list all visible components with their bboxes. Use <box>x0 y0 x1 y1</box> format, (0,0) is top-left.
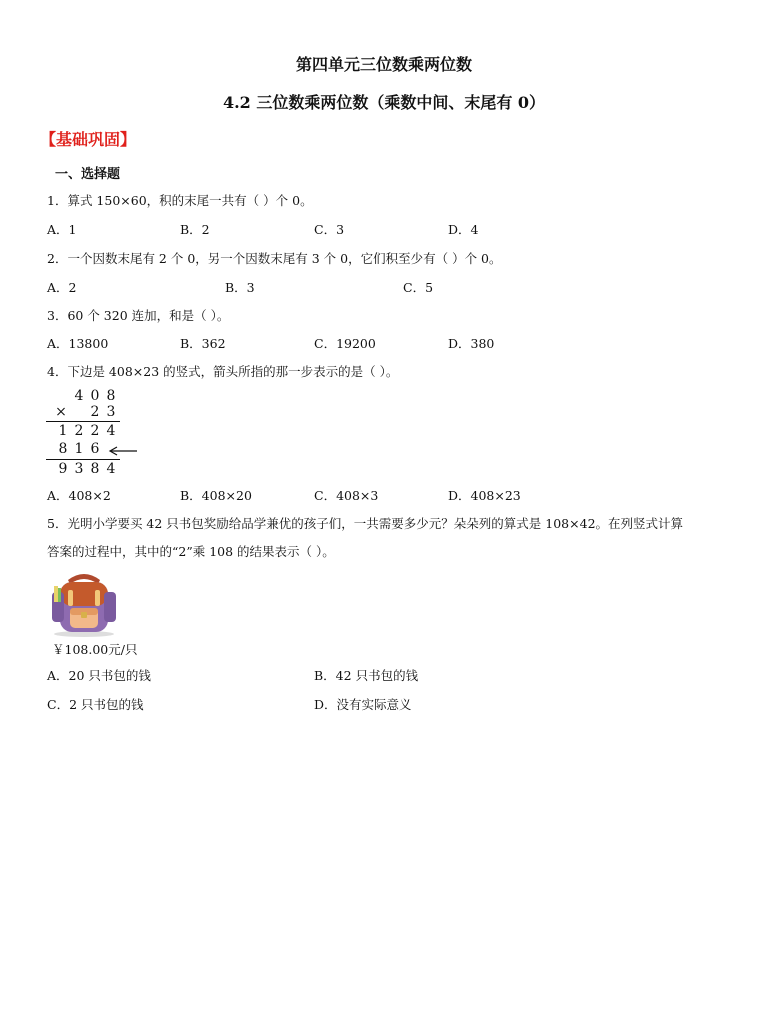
digit: 8 <box>90 461 100 477</box>
question-4-option-c[interactable]: C．408×3 <box>314 488 379 503</box>
digit: 9 <box>58 461 68 477</box>
digit: 2 <box>74 423 84 439</box>
digit: 1 <box>58 423 68 439</box>
question-5-option-c[interactable]: C．2 只书包的钱 <box>47 697 144 712</box>
question-1-option-d[interactable]: D．4 <box>448 222 479 237</box>
question-3-option-b[interactable]: B．362 <box>180 336 226 351</box>
question-1-option-c[interactable]: C．3 <box>314 222 345 237</box>
question-1-stem: 1．算式 150×60，积的末尾一共有（ ）个 0。 <box>47 193 313 208</box>
question-4-option-a[interactable]: A．408×2 <box>47 488 111 503</box>
arrow-left-icon <box>108 446 138 456</box>
question-2-stem: 2．一个因数末尾有 2 个 0，另一个因数末尾有 3 个 0，它们积至少有（ ）个 0。 <box>47 251 502 266</box>
question-3-option-a[interactable]: A．13800 <box>47 336 109 351</box>
question-3-stem: 3．60 个 320 连加，和是（ ）。 <box>47 308 230 323</box>
section-label: 【基础巩固】 <box>40 130 137 149</box>
question-5-option-a[interactable]: A．20 只书包的钱 <box>47 668 151 683</box>
digit: 1 <box>74 441 84 457</box>
question-1-option-a[interactable]: A．1 <box>47 222 77 237</box>
document-title: 第四单元三位数乘两位数 <box>295 55 472 74</box>
backpack-icon <box>48 568 120 638</box>
price-label: ￥108.00元/只 <box>52 642 138 657</box>
digit: 0 <box>90 388 100 404</box>
digit: 2 <box>90 423 100 439</box>
question-4-option-b[interactable]: B．408×20 <box>180 488 252 503</box>
vertical-rule-1 <box>46 421 120 422</box>
question-3-option-d[interactable]: D．380 <box>448 336 495 351</box>
document-subtitle: 4.2 三位数乘两位数（乘数中间、末尾有 0） <box>222 93 546 112</box>
digit: 4 <box>106 423 116 439</box>
digit: 2 <box>90 404 100 420</box>
question-2-option-c[interactable]: C．5 <box>403 280 434 295</box>
digit: 3 <box>74 461 84 477</box>
vertical-multiplication <box>44 386 154 478</box>
digit: 4 <box>106 461 116 477</box>
question-5-stem-line-2: 答案的过程中，其中的“2”乘 108 的结果表示（ ）。 <box>47 544 335 559</box>
digit: 4 <box>74 388 84 404</box>
vertical-rule-2 <box>46 459 120 460</box>
digit: 3 <box>106 404 116 420</box>
times-sign: × <box>55 404 67 420</box>
digit: 6 <box>90 441 100 457</box>
question-2-option-b[interactable]: B．3 <box>225 280 255 295</box>
part-heading: 一、选择题 <box>55 167 121 182</box>
question-5-stem-line-1: 5．光明小学要买 42 只书包奖励给品学兼优的孩子们，一共需要多少元？朵朵列的算式是 108×42。在列竖式计算 <box>47 516 684 531</box>
digit: 8 <box>106 388 116 404</box>
question-4-stem: 4．下边是 408×23 的竖式，箭头所指的那一步表示的是（ ）。 <box>47 364 399 379</box>
question-3-option-c[interactable]: C．19200 <box>314 336 376 351</box>
question-2-option-a[interactable]: A．2 <box>47 280 77 295</box>
question-5-option-b[interactable]: B．42 只书包的钱 <box>314 668 419 683</box>
digit: 8 <box>58 441 68 457</box>
question-4-option-d[interactable]: D．408×23 <box>448 488 521 503</box>
question-1-option-b[interactable]: B．2 <box>180 222 210 237</box>
question-5-option-d[interactable]: D．没有实际意义 <box>314 697 412 712</box>
